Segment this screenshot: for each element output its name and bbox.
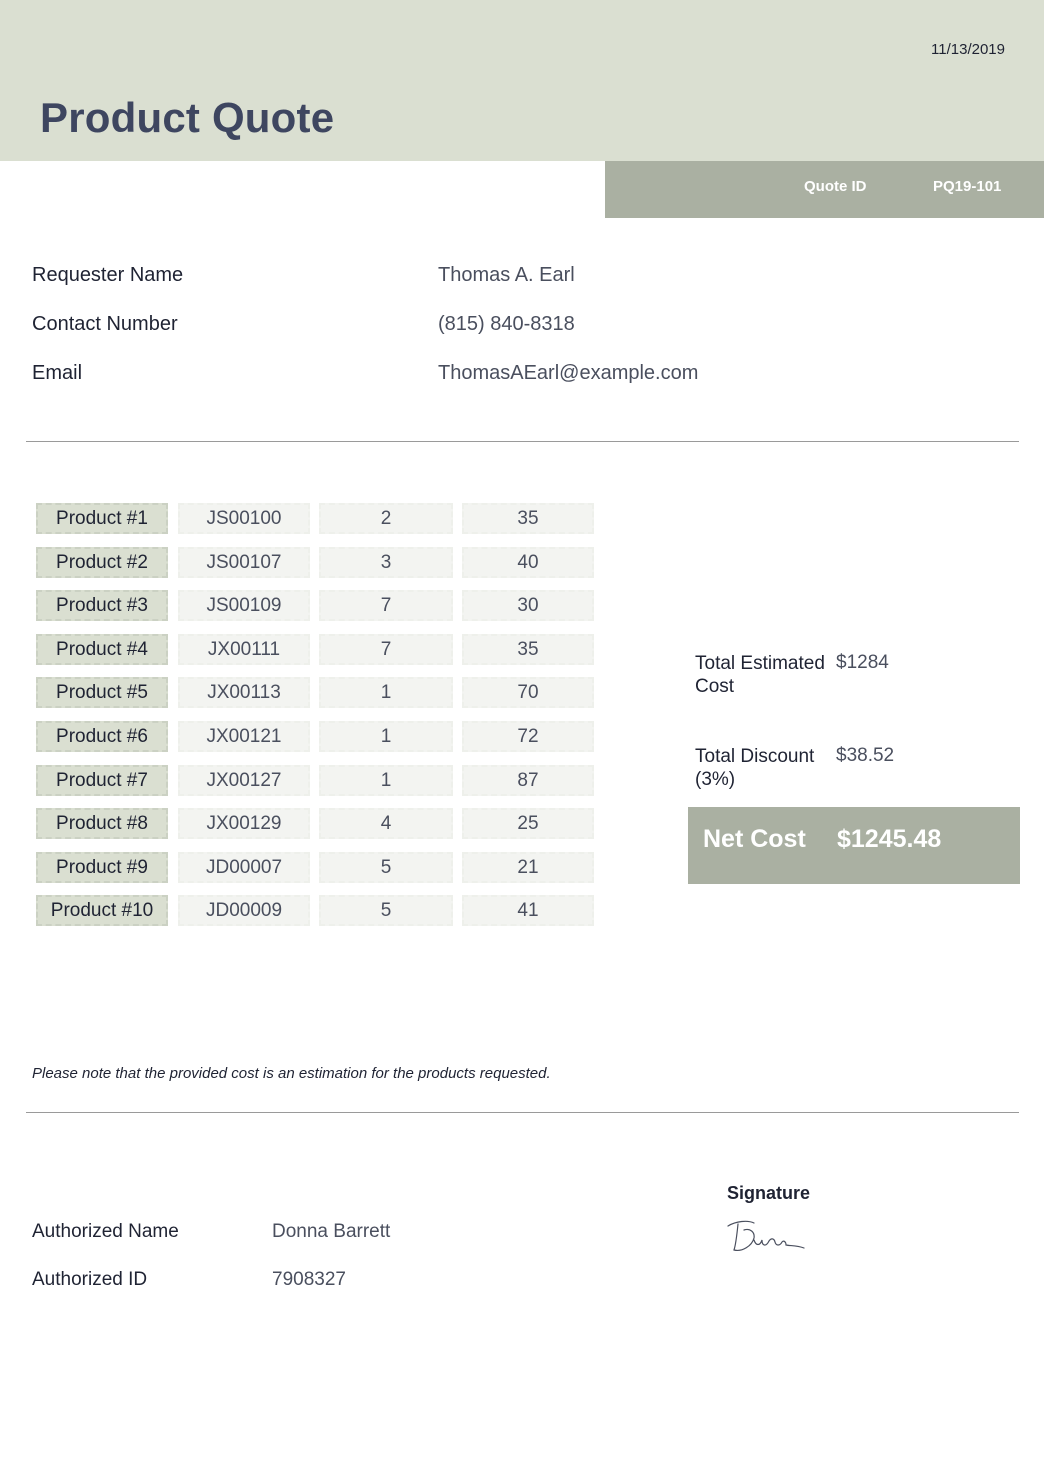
requester-name-value: Thomas A. Earl	[438, 264, 575, 286]
product-name-cell: Product #9	[36, 852, 168, 883]
product-name-cell: Product #1	[36, 503, 168, 534]
product-qty-cell: 7	[319, 634, 453, 665]
product-price-cell: 70	[462, 677, 594, 708]
product-price-cell: 30	[462, 590, 594, 621]
signature-mark	[724, 1216, 814, 1260]
contact-number-label: Contact Number	[32, 313, 178, 335]
product-name-cell: Product #6	[36, 721, 168, 752]
divider-top	[26, 441, 1019, 442]
authorized-id-value: 7908327	[272, 1269, 346, 1290]
product-code-cell: JD00009	[178, 895, 310, 926]
page-title: Product Quote	[40, 94, 335, 141]
product-price-cell: 87	[462, 765, 594, 796]
product-name-cell: Product #8	[36, 808, 168, 839]
product-code-cell: JX00111	[178, 634, 310, 665]
product-code-cell: JX00121	[178, 721, 310, 752]
product-code-cell: JS00100	[178, 503, 310, 534]
quote-id-value: PQ19-101	[933, 178, 1002, 195]
product-code-cell: JX00129	[178, 808, 310, 839]
product-name-cell: Product #10	[36, 895, 168, 926]
quote-date: 11/13/2019	[931, 41, 1005, 58]
quote-id-band	[605, 161, 1044, 218]
authorized-name-label: Authorized Name	[32, 1221, 179, 1242]
net-cost-band	[688, 807, 1020, 884]
product-name-cell: Product #4	[36, 634, 168, 665]
product-code-cell: JD00007	[178, 852, 310, 883]
email-label: Email	[32, 362, 83, 384]
product-qty-cell: 5	[319, 895, 453, 926]
product-code-cell: JS00109	[178, 590, 310, 621]
authorized-name-value: Donna Barrett	[272, 1221, 391, 1242]
product-price-cell: 35	[462, 634, 594, 665]
product-price-cell: 21	[462, 852, 594, 883]
product-qty-cell: 1	[319, 721, 453, 752]
product-name-cell: Product #2	[36, 547, 168, 578]
product-code-cell: JX00113	[178, 677, 310, 708]
product-price-cell: 35	[462, 503, 594, 534]
product-qty-cell: 5	[319, 852, 453, 883]
estimation-note: Please note that the provided cost is an estimation for the products requested.	[32, 1065, 551, 1082]
product-code-cell: JS00107	[178, 547, 310, 578]
email-value: ThomasAEarl@example.com	[438, 362, 699, 384]
product-qty-cell: 4	[319, 808, 453, 839]
product-qty-cell: 3	[319, 547, 453, 578]
quote-id-label: Quote ID	[804, 178, 867, 195]
product-code-cell: JX00127	[178, 765, 310, 796]
signature-title: Signature	[727, 1183, 811, 1203]
total-discount-label: Total Discount (3%)	[695, 746, 815, 790]
product-qty-cell: 1	[319, 677, 453, 708]
product-price-cell: 40	[462, 547, 594, 578]
total-cost-value: $1284	[836, 652, 889, 673]
total-discount-value: $38.52	[836, 745, 895, 766]
product-qty-cell: 2	[319, 503, 453, 534]
contact-number-value: (815) 840-8318	[438, 313, 575, 335]
authorized-id-label: Authorized ID	[32, 1269, 148, 1290]
product-qty-cell: 1	[319, 765, 453, 796]
product-name-cell: Product #3	[36, 590, 168, 621]
product-name-cell: Product #7	[36, 765, 168, 796]
product-qty-cell: 7	[319, 590, 453, 621]
divider-bottom	[26, 1112, 1019, 1113]
total-cost-label: Total Estimated Cost	[695, 653, 825, 697]
product-price-cell: 72	[462, 721, 594, 752]
product-price-cell: 25	[462, 808, 594, 839]
header-band	[0, 0, 1044, 161]
requester-name-label: Requester Name	[32, 264, 184, 286]
net-cost-label: Net Cost	[703, 825, 806, 853]
net-cost-value: $1245.48	[837, 825, 942, 853]
product-name-cell: Product #5	[36, 677, 168, 708]
product-price-cell: 41	[462, 895, 594, 926]
